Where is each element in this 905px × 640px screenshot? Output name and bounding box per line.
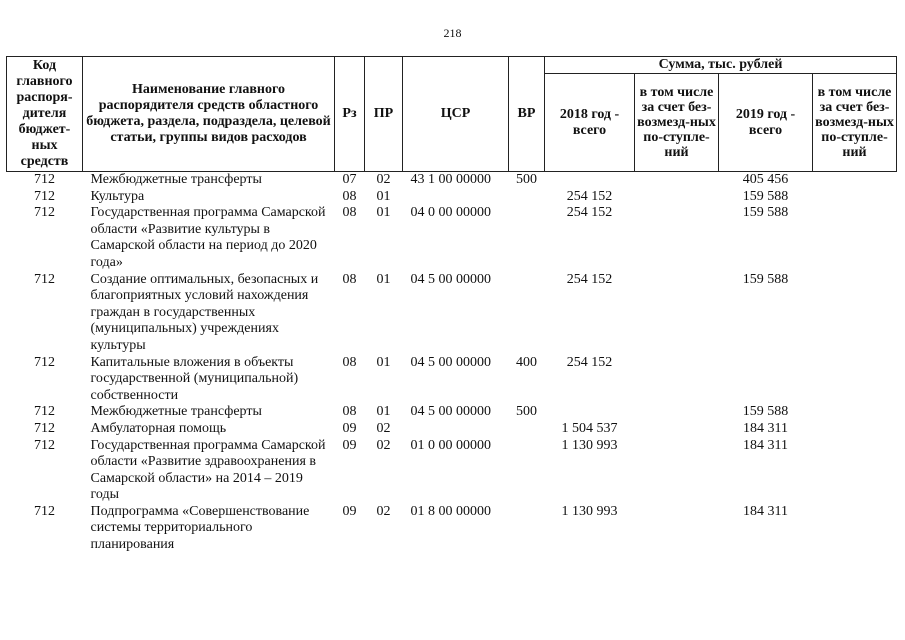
cell-code: 712	[34, 271, 55, 287]
cell-2018-total	[545, 172, 635, 189]
cell-pr: 02	[376, 420, 391, 436]
cell-vr: 500	[516, 404, 537, 420]
cell-name: Межбюджетные трансферты	[90, 172, 262, 187]
cell-rz: 08	[342, 404, 357, 420]
cell-csr	[403, 189, 509, 206]
cell-pr: 02	[376, 172, 391, 187]
cell-2018-total: 1 130 993	[561, 437, 618, 453]
cell-2019-free	[813, 172, 897, 189]
cell-2018-free	[635, 421, 719, 438]
cell-2019-free	[813, 189, 897, 206]
cell-csr: 04 5 00 00000	[410, 354, 491, 370]
cell-2019-total: 159 588	[742, 271, 789, 287]
header-2018-free: в том числе за счет без-возмезд-ных по-ступле-ний	[635, 74, 719, 172]
cell-name: Государственная программа Самарской области «Развитие здравоохранения в Самарской области» на 2014 – 2019 годы	[90, 437, 326, 503]
cell-csr: 04 5 00 00000	[410, 404, 491, 420]
cell-vr	[509, 504, 545, 554]
header-2019-total: 2019 год - всего	[719, 74, 813, 172]
cell-name: Амбулаторная помощь	[90, 420, 227, 436]
budget-table	[6, 56, 897, 554]
cell-2018-free	[635, 172, 719, 189]
cell-csr: 01 0 00 00000	[410, 437, 491, 453]
cell-2018-total: 1 504 537	[561, 420, 618, 436]
cell-2019-total	[719, 355, 813, 405]
cell-vr	[509, 272, 545, 355]
cell-code: 712	[34, 420, 55, 436]
page-number: 218	[443, 26, 462, 40]
table-row	[7, 438, 897, 504]
cell-rz: 09	[342, 420, 357, 436]
cell-name: Государственная программа Самарской области «Развитие культуры в Самарской области на период до 2020 года»	[90, 205, 326, 270]
cell-2019-total: 184 311	[743, 437, 788, 453]
table-row	[7, 189, 897, 206]
cell-2019-total: 184 311	[743, 420, 788, 436]
header-vr: ВР	[509, 57, 545, 172]
cell-pr: 02	[376, 437, 391, 453]
cell-code: 712	[34, 404, 55, 420]
cell-2019-free	[813, 205, 897, 271]
cell-name: Культура	[90, 188, 145, 204]
cell-code: 712	[34, 354, 55, 370]
cell-code: 712	[34, 437, 55, 453]
cell-pr: 01	[376, 205, 391, 221]
cell-2019-total: 184 311	[743, 503, 788, 519]
cell-2019-free	[813, 421, 897, 438]
cell-name: Подпрограмма «Совершенствование системы территориального планирования	[90, 503, 310, 553]
cell-2018-free	[635, 205, 719, 271]
header-rz: Рз	[335, 57, 365, 172]
cell-2019-total: 405 456	[742, 172, 789, 187]
cell-2018-free	[635, 189, 719, 206]
cell-vr	[509, 438, 545, 504]
cell-2019-free	[813, 504, 897, 554]
table-row	[7, 355, 897, 405]
cell-2019-free	[813, 355, 897, 405]
cell-csr: 04 0 00 00000	[410, 205, 491, 221]
header-sum: Сумма, тыс. рублей	[545, 57, 897, 74]
header-2019-free: в том числе за счет без-возмезд-ных по-ступле-ний	[813, 74, 897, 172]
cell-2019-free	[813, 404, 897, 421]
cell-2019-total: 159 588	[742, 188, 789, 204]
cell-2019-total: 159 588	[742, 205, 789, 221]
table-row	[7, 421, 897, 438]
cell-name: Создание оптимальных, безопасных и благоприятных условий нахождения граждан в государственных (муниципальных) учреждениях культуры	[90, 271, 319, 353]
cell-2019-free	[813, 438, 897, 504]
cell-rz: 09	[342, 437, 357, 453]
cell-rz: 08	[342, 188, 357, 204]
cell-rz: 09	[342, 503, 357, 519]
header-code: Код главного распоря-дителя бюджет-ных средств	[7, 57, 83, 172]
table-row	[7, 205, 897, 271]
table-row	[7, 404, 897, 421]
cell-pr: 02	[376, 503, 391, 519]
cell-2018-free	[635, 404, 719, 421]
table-row	[7, 272, 897, 355]
cell-vr	[509, 421, 545, 438]
cell-rz: 07	[342, 172, 357, 187]
cell-rz: 08	[342, 205, 357, 221]
cell-2018-total: 254 152	[566, 354, 613, 370]
cell-csr	[403, 421, 509, 438]
cell-2018-free	[635, 272, 719, 355]
cell-vr: 500	[516, 172, 537, 187]
cell-2018-total	[545, 404, 635, 421]
cell-name: Капитальные вложения в объекты государственной (муниципальной) собственности	[90, 354, 299, 403]
table-row	[7, 172, 897, 189]
cell-2018-total: 254 152	[566, 188, 613, 204]
cell-2018-free	[635, 504, 719, 554]
cell-pr: 01	[376, 271, 391, 287]
cell-2019-free	[813, 272, 897, 355]
table-body	[7, 172, 897, 554]
header-csr: ЦСР	[403, 57, 509, 172]
cell-2018-free	[635, 355, 719, 405]
header-pr: ПР	[365, 57, 403, 172]
cell-code: 712	[34, 188, 55, 204]
cell-csr: 04 5 00 00000	[410, 271, 491, 287]
cell-csr: 43 1 00 00000	[410, 172, 491, 187]
cell-rz: 08	[342, 271, 357, 287]
cell-2018-free	[635, 438, 719, 504]
cell-2018-total: 1 130 993	[561, 503, 618, 519]
cell-2018-total: 254 152	[566, 271, 613, 287]
table-row	[7, 504, 897, 554]
cell-pr: 01	[376, 404, 391, 420]
cell-code: 712	[34, 172, 55, 187]
cell-csr: 01 8 00 00000	[410, 503, 491, 519]
cell-name: Межбюджетные трансферты	[90, 404, 262, 420]
cell-vr	[509, 189, 545, 206]
header-name: Наименование главного распорядителя средств областного бюджета, раздела, подраздела, целевой статьи, группы видов расходов	[83, 57, 335, 172]
cell-2019-total: 159 588	[742, 404, 789, 420]
cell-pr: 01	[376, 188, 391, 204]
cell-code: 712	[34, 205, 55, 221]
header-2018-total: 2018 год - всего	[545, 74, 635, 172]
cell-rz: 08	[342, 354, 357, 370]
cell-vr	[509, 205, 545, 271]
table-header	[7, 57, 897, 172]
cell-code: 712	[34, 503, 55, 519]
cell-2018-total: 254 152	[566, 205, 613, 221]
cell-vr: 400	[516, 354, 537, 370]
cell-pr: 01	[376, 354, 391, 370]
